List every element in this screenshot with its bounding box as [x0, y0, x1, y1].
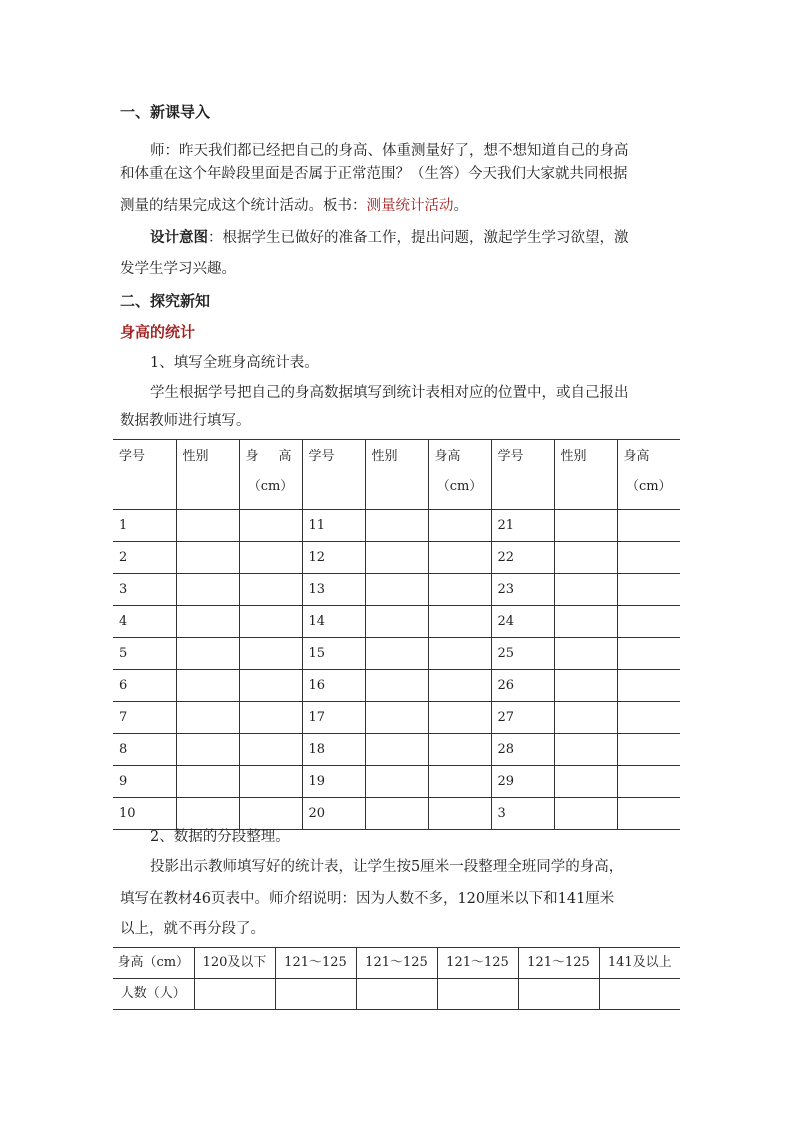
- table-row: [113, 766, 680, 798]
- student-id-cell: 22: [491, 542, 554, 574]
- gender-cell[interactable]: [176, 798, 239, 830]
- table-row: [113, 510, 680, 542]
- range-row: [113, 948, 680, 979]
- height-cell[interactable]: [239, 510, 302, 542]
- student-id-cell: 9: [113, 766, 176, 798]
- intro-text: 。: [453, 198, 468, 214]
- step-2-title: 2、数据的分段整理。: [150, 829, 290, 845]
- section-heading-intro: 一、新课导入: [120, 103, 211, 121]
- gender-cell[interactable]: [554, 798, 617, 830]
- board-writing-text: 测量统计活动: [366, 198, 454, 214]
- student-id-cell: 16: [302, 670, 365, 702]
- height-cell[interactable]: [428, 766, 491, 798]
- gender-cell[interactable]: [554, 510, 617, 542]
- height-cell[interactable]: [239, 542, 302, 574]
- step-1-title: 1、填写全班身高统计表。: [150, 355, 319, 371]
- count-cell[interactable]: [437, 979, 518, 1010]
- student-id-cell: 6: [113, 670, 176, 702]
- height-cell[interactable]: [617, 734, 680, 766]
- count-row-label: 人数（人）: [113, 979, 194, 1010]
- student-id-cell: 8: [113, 734, 176, 766]
- height-cell[interactable]: [239, 670, 302, 702]
- height-cell[interactable]: [428, 734, 491, 766]
- height-cell[interactable]: [239, 766, 302, 798]
- student-id-cell: 21: [491, 510, 554, 542]
- height-cell[interactable]: [239, 734, 302, 766]
- step-2-description-line: 以上，就不再分段了。: [120, 921, 265, 937]
- student-id-cell: 12: [302, 542, 365, 574]
- student-id-cell: 17: [302, 702, 365, 734]
- student-id-cell: 23: [491, 574, 554, 606]
- student-id-cell: 20: [302, 798, 365, 830]
- design-intent-line: [150, 227, 710, 249]
- gender-cell[interactable]: [554, 574, 617, 606]
- height-cell[interactable]: [617, 798, 680, 830]
- gender-cell[interactable]: [365, 670, 428, 702]
- table-row: [113, 606, 680, 638]
- student-id-cell: 25: [491, 638, 554, 670]
- student-id-cell: 7: [113, 702, 176, 734]
- header-student-id: 学号: [491, 440, 554, 510]
- intro-paragraph-line: [120, 195, 680, 217]
- height-cell[interactable]: [428, 574, 491, 606]
- height-record-table: [113, 439, 680, 830]
- gender-cell[interactable]: [176, 734, 239, 766]
- gender-cell[interactable]: [365, 574, 428, 606]
- table-row: [113, 670, 680, 702]
- section-heading-explore: 二、探究新知: [120, 292, 211, 310]
- height-cell[interactable]: [617, 606, 680, 638]
- range-cell: 121～125: [518, 948, 599, 979]
- student-id-cell: 14: [302, 606, 365, 638]
- height-cell[interactable]: [428, 510, 491, 542]
- height-cell[interactable]: [617, 638, 680, 670]
- header-height: 身 高 （cm）: [239, 440, 302, 510]
- count-row: [113, 979, 680, 1010]
- gender-cell[interactable]: [554, 702, 617, 734]
- gender-cell[interactable]: [365, 798, 428, 830]
- gender-cell[interactable]: [554, 638, 617, 670]
- table-row: [113, 798, 680, 830]
- header-height: 身高 （cm）: [428, 440, 491, 510]
- header-student-id: 学号: [113, 440, 176, 510]
- gender-cell[interactable]: [176, 638, 239, 670]
- student-id-cell: 1: [113, 510, 176, 542]
- table-row: [113, 542, 680, 574]
- count-cell[interactable]: [599, 979, 680, 1010]
- student-id-cell: 10: [113, 798, 176, 830]
- height-cell[interactable]: [239, 574, 302, 606]
- height-cell[interactable]: [239, 606, 302, 638]
- header-gender: 性别: [365, 440, 428, 510]
- design-intent-line: 发学生学习兴趣。: [120, 261, 236, 277]
- gender-cell[interactable]: [554, 734, 617, 766]
- gender-cell[interactable]: [554, 606, 617, 638]
- step-1-description-line: 学生根据学号把自己的身高数据填写到统计表相对应的位置中，或自己报出: [150, 385, 629, 401]
- height-cell[interactable]: [239, 638, 302, 670]
- count-cell[interactable]: [518, 979, 599, 1010]
- gender-cell[interactable]: [176, 542, 239, 574]
- student-id-cell: 2: [113, 542, 176, 574]
- intro-paragraph-line: 师：昨天我们都已经把自己的身高、体重测量好了，想不想知道自己的身高: [150, 143, 629, 159]
- student-id-cell: 3: [113, 574, 176, 606]
- count-cell[interactable]: [275, 979, 356, 1010]
- range-cell: 121～125: [437, 948, 518, 979]
- count-cell[interactable]: [356, 979, 437, 1010]
- gender-cell[interactable]: [365, 766, 428, 798]
- gender-cell[interactable]: [176, 574, 239, 606]
- range-cell: 141及以上: [599, 948, 680, 979]
- student-id-cell: 13: [302, 574, 365, 606]
- student-id-cell: 19: [302, 766, 365, 798]
- header-height: 身高 （cm）: [617, 440, 680, 510]
- count-cell[interactable]: [194, 979, 275, 1010]
- gender-cell[interactable]: [365, 702, 428, 734]
- gender-cell[interactable]: [554, 670, 617, 702]
- height-cell[interactable]: [617, 542, 680, 574]
- range-cell: 121～125: [356, 948, 437, 979]
- header-gender: 性别: [554, 440, 617, 510]
- table-row: [113, 734, 680, 766]
- table-header-row: [113, 440, 680, 510]
- table-row: [113, 638, 680, 670]
- step-2-description-line: 投影出示教师填写好的统计表，让学生按5厘米一段整理全班同学的身高，: [150, 859, 624, 875]
- height-cell[interactable]: [428, 606, 491, 638]
- intro-text: 测量的结果完成这个统计活动。板书：: [120, 198, 367, 214]
- height-cell[interactable]: [239, 798, 302, 830]
- height-cell[interactable]: [617, 574, 680, 606]
- gender-cell[interactable]: [365, 606, 428, 638]
- table-row: [113, 574, 680, 606]
- student-id-cell: 4: [113, 606, 176, 638]
- student-id-cell: 5: [113, 638, 176, 670]
- table-row: [113, 702, 680, 734]
- height-cell[interactable]: [428, 542, 491, 574]
- height-cell[interactable]: [428, 670, 491, 702]
- gender-cell[interactable]: [365, 638, 428, 670]
- step-2-description-line: 填写在教材46页表中。师介绍说明：因为人数不多，120厘米以下和141厘米: [120, 891, 615, 907]
- height-cell[interactable]: [428, 798, 491, 830]
- student-id-cell: 24: [491, 606, 554, 638]
- gender-cell[interactable]: [176, 766, 239, 798]
- height-cell[interactable]: [239, 702, 302, 734]
- gender-cell[interactable]: [365, 542, 428, 574]
- student-id-cell: 15: [302, 638, 365, 670]
- design-intent-label: 设计意图: [150, 230, 208, 246]
- height-cell[interactable]: [617, 670, 680, 702]
- student-id-cell: 26: [491, 670, 554, 702]
- range-row-label: 身高（cm）: [113, 948, 194, 979]
- gender-cell[interactable]: [176, 606, 239, 638]
- intro-paragraph-line: 和体重在这个年龄段里面是否属于正常范围？（生答）今天我们大家就共同根据: [120, 166, 628, 182]
- student-id-cell: 3: [491, 798, 554, 830]
- gender-cell[interactable]: [176, 702, 239, 734]
- gender-cell[interactable]: [554, 542, 617, 574]
- student-id-cell: 28: [491, 734, 554, 766]
- gender-cell[interactable]: [554, 766, 617, 798]
- gender-cell[interactable]: [365, 510, 428, 542]
- header-gender: 性别: [176, 440, 239, 510]
- height-cell[interactable]: [617, 702, 680, 734]
- gender-cell[interactable]: [176, 510, 239, 542]
- header-student-id: 学号: [302, 440, 365, 510]
- student-id-cell: 11: [302, 510, 365, 542]
- height-cell[interactable]: [617, 766, 680, 798]
- range-cell: 120及以下: [194, 948, 275, 979]
- design-intent-text: ：根据学生已做好的准备工作，提出问题，激起学生学习欲望，激: [208, 230, 629, 246]
- gender-cell[interactable]: [365, 734, 428, 766]
- student-id-cell: 27: [491, 702, 554, 734]
- student-id-cell: 29: [491, 766, 554, 798]
- height-cell[interactable]: [428, 702, 491, 734]
- subheading-height-stats: 身高的统计: [120, 323, 196, 341]
- step-1-description-line: 数据教师进行填写。: [120, 413, 251, 429]
- height-cell[interactable]: [617, 510, 680, 542]
- range-cell: 121～125: [275, 948, 356, 979]
- gender-cell[interactable]: [176, 670, 239, 702]
- student-id-cell: 18: [302, 734, 365, 766]
- height-cell[interactable]: [428, 638, 491, 670]
- height-range-table: [113, 947, 680, 1010]
